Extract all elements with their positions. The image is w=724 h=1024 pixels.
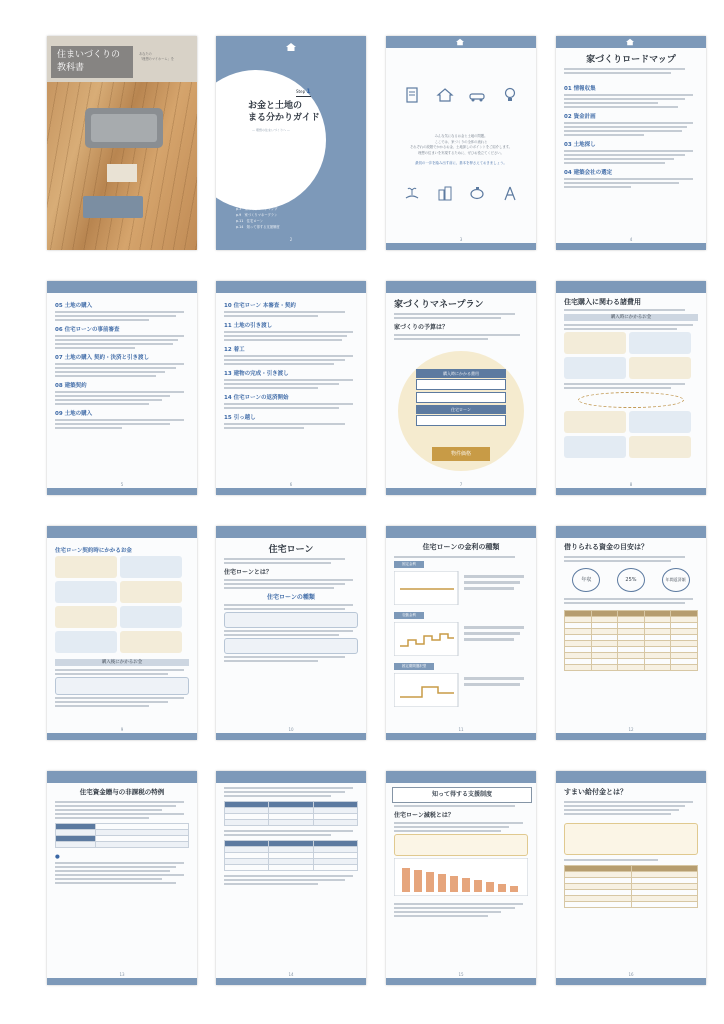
page-footer [386,733,536,740]
page-number: 2 [289,237,293,242]
step-title-line1: お金と土地の [248,101,303,111]
cover-page[interactable] [47,36,197,250]
roadmap-step-heading: 08 建築契約 [55,383,87,389]
page-footer [47,733,197,740]
page-number: 11 [458,727,464,732]
page-header [216,771,366,783]
cover-rug [83,196,143,218]
roadmap-step-heading: 07 土地の購入 契約・決済と引き渡し [55,355,149,361]
page-title: すまい給付金とは？ [564,788,627,796]
page-header [47,526,197,538]
cost-cards [564,411,698,458]
page-header [47,281,197,293]
page-title: 借りられる資金の目安は？ [564,543,648,551]
page-title: 住宅ローンの金利の種類 [422,543,500,551]
formula-annual-payment: 年間返済額 [662,568,690,592]
rates-page[interactable] [386,526,536,740]
roadmap-step-heading: 01 情報収集 [564,86,596,92]
toc-item[interactable]: p.11 住宅ローン [236,219,264,223]
roadmap-step-heading: 12 着工 [224,347,245,353]
intro-line: ここでは、家づくりの全体の流れと [434,139,488,144]
page-header [216,281,366,293]
page-header [386,36,536,48]
page-title: 家づくりマネープラン [394,300,484,310]
page-header [386,526,536,538]
cover-table [107,164,137,182]
roadmap-step-heading: 09 土地の購入 [55,411,93,417]
formula-ratio: 25% [617,568,645,592]
table-of-contents [236,206,280,230]
page-title: 住宅ローン [268,545,314,555]
page-header [556,771,706,783]
roadmap-step-heading: 03 土地探し [564,142,596,148]
cost-note-oval [578,392,684,408]
intro-page[interactable] [386,36,536,250]
cost-cards [564,332,698,379]
page-number: 15 [458,972,464,977]
page-title: 住宅資金贈与の非課税の特例 [79,788,165,796]
piggy-bank-icon [468,184,486,202]
step-subtitle: — 理想の住まいづくりへ — [252,128,290,132]
page-number: 3 [459,237,463,242]
costs-content [55,542,189,709]
cost-cards [55,556,189,603]
cover-title-line1: 住まいづくりの [57,50,121,60]
page-number: 5 [120,482,124,487]
donation-table [564,865,698,908]
roadmap-steps [55,297,189,431]
cover-note-line2: 「理想のマイホーム」を [139,57,174,61]
fixed-rate-chart [394,571,528,605]
roadmap-step-heading: 06 住宅ローンの事前審査 [55,327,120,333]
roadmap-step-heading: 05 土地の購入 [55,303,93,309]
page-number: 8 [629,482,633,487]
section-bar: 購入時にかかるお金 [564,314,698,321]
page-footer [47,978,197,985]
page-header [216,526,366,538]
roadmap-page-2[interactable] [47,281,197,495]
page-footer [386,488,536,495]
roadmap-step-heading: 10 住宅ローン 本審査・契約 [224,303,296,309]
money-intro [394,313,528,342]
house-icon [436,86,454,104]
page-number: 7 [459,482,463,487]
money-plan-page[interactable] [386,281,536,495]
intro-line: みんな気になるお金と土地の問題。 [434,134,488,138]
intro-highlight: 最初の一歩を踏み出す前に、基本を押さえておきましょう。 [415,161,507,165]
section-heading: 住宅ローン契約時にかかるお金 [55,548,132,554]
cost-cards [55,606,189,653]
support-content [394,805,528,919]
donation-content [564,801,698,908]
roadmap-step-heading: 13 建物の完成・引き渡し [224,371,289,377]
borrow-table [564,610,698,671]
step-label [296,88,311,97]
page-title: 知って得する支援制度 [392,787,532,803]
page-footer [556,733,706,740]
roadmap-steps [224,297,358,431]
page-number: 14 [288,972,294,977]
roadmap-step-heading: 11 土地の引き渡し [224,323,273,329]
tax-table [55,823,189,848]
cover-note [139,52,193,62]
page-number: 4 [629,237,633,242]
page-header [556,36,706,48]
page-title: 家づくりロードマップ [586,55,676,65]
buildings-icon [436,184,454,202]
borrow-formula [564,568,698,592]
roadmap-page-3[interactable] [216,281,366,495]
toc-item[interactable]: p.9 家づくりマネープラン [236,213,278,217]
page-number: 12 [628,727,634,732]
support-question: 住宅ローン減税とは？ [394,812,454,819]
icon-row-top [396,86,526,104]
intro-text [394,134,528,156]
roadmap-step-heading: 15 引っ越し [224,415,256,421]
page-footer [47,488,197,495]
loan-types-heading: 住宅ローンの種類 [267,594,315,601]
page-footer [216,488,366,495]
step1-page[interactable] [216,36,366,250]
page-header [47,771,197,783]
lightbulb-icon [501,86,519,104]
support-page[interactable] [386,771,536,985]
roadmap-step-heading: 02 資金計画 [564,114,596,120]
home-icon [624,38,636,46]
cover-sofa-seat [91,114,157,142]
page-footer [556,488,706,495]
page-number: 13 [119,972,125,977]
cost-box-label: 購入時にかかる費用 [416,369,506,378]
budget-diagram [416,369,506,428]
tax-reduction-chart [394,858,528,896]
toc-item[interactable]: p.14 知って得する支援制度 [236,225,280,229]
page-header [386,771,536,783]
page-header [386,281,536,293]
loan-question: 住宅ローンとは？ [224,569,272,576]
costs-page-2[interactable] [47,526,197,740]
page-footer [556,978,706,985]
tax-table-1 [224,801,358,826]
page-header [556,281,706,293]
car-icon [468,86,486,104]
home-icon [454,38,466,46]
intro-line: それぞれの段階でかかるお金、土地探しのポイントをご紹介します。 [410,145,512,149]
rates-content [394,556,528,711]
section-bar: 購入後にかかるお金 [55,659,189,666]
borrow-content [564,556,698,671]
page-footer [216,733,366,740]
toc-item[interactable]: p.3 家づくりロードマップ [236,207,278,211]
roadmap-page[interactable] [556,36,706,250]
formula-income: 年収 [572,568,600,592]
rate-kind-label: 変動金利 [394,612,424,619]
loan-box-label: 住宅ローン [416,405,506,414]
borrow-page[interactable] [556,526,706,740]
period-rate-chart [394,673,528,707]
tax-content: ● [55,801,189,886]
roadmap-step-heading: 04 建築会社の選定 [564,170,613,176]
tax-tables [224,787,358,887]
page-number: 10 [288,727,294,732]
cover-note-line1: あなたの [139,52,152,56]
page-number: 16 [628,972,634,977]
loan-content [224,558,358,664]
step-word: Step [296,89,306,94]
intro-line: 理想の住まいを実現するために、ぜひお役立てください。 [418,150,504,155]
page-footer [216,978,366,985]
cover-title [51,46,133,78]
tax-table-page[interactable] [216,771,366,985]
page-number: 6 [289,482,293,487]
money-question: 家づくりの予算は？ [394,324,449,331]
page-number: 9 [120,727,124,732]
roadmap-step-heading: 14 住宅ローンの返済開始 [224,395,289,401]
page-footer [556,243,706,250]
rate-kind-label: 固定期間選択型 [394,663,434,670]
costs-page[interactable] [556,281,706,495]
property-price-label: 物件価格 [432,447,490,461]
gift-tax-page[interactable] [47,771,197,985]
costs-content [564,309,698,458]
donation-page[interactable] [556,771,706,985]
variable-rate-chart [394,622,528,656]
page-title: 住宅購入に関わる諸費用 [564,298,641,306]
step-number: 1 [306,88,311,95]
hand-plant-icon [403,184,421,202]
page-footer [386,243,536,250]
roadmap-intro [564,68,698,76]
step-title-line2: まる分かりガイド [248,113,320,123]
page-header [556,526,706,538]
tower-icon [501,184,519,202]
icon-row-bottom [396,184,526,202]
tax-table-2 [224,840,358,871]
loan-page[interactable] [216,526,366,740]
cover-title-line2: 教科書 [57,63,85,73]
roadmap-steps [564,80,698,190]
step-title [248,100,320,124]
page-footer [386,978,536,985]
document-icon [403,86,421,104]
rate-kind-label: 固定金利 [394,561,424,568]
home-icon [285,42,297,52]
